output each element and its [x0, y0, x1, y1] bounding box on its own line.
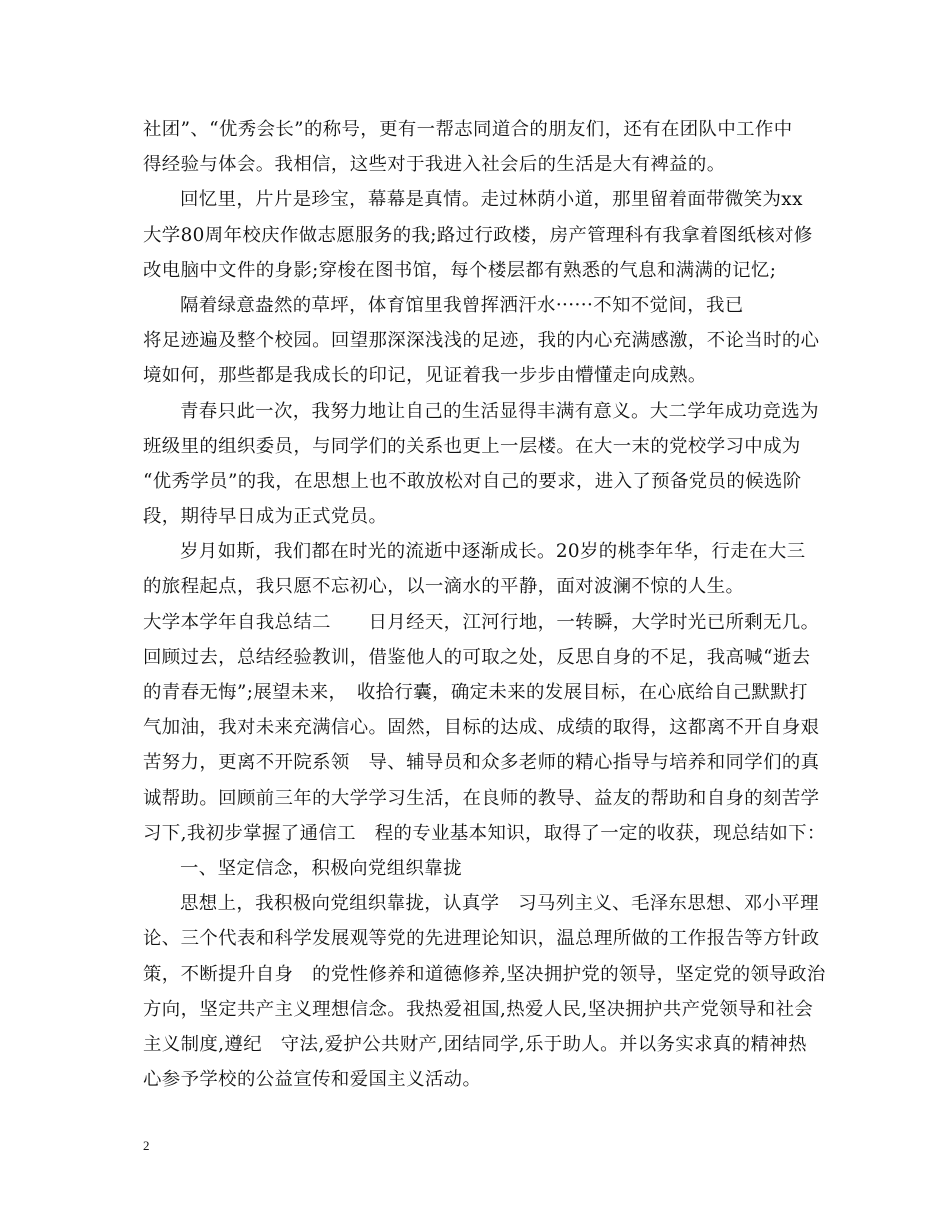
text-line: 的青春无悔”;展望未来， 收拾行囊，确定未来的发展目标，在心底给自己默默打 — [143, 682, 808, 703]
text-line: 将足迹遍及整个校园。回望那深深浅浅的足迹，我的内心充满感激，不论当时的心 — [143, 330, 820, 352]
text-line: 回顾过去，总结经验教训，借鉴他人的可取之处，反思自身的不足，我高喊“逝去 — [143, 646, 811, 668]
text-line: “优秀学员”的我，在思想上也不敢放松对自己的要求，进入了预备党员的候选阶 — [143, 470, 802, 492]
text-line: 改电脑中文件的身影;穿梭在图书馆，每个楼层都有熟悉的气息和满满的记忆; — [143, 259, 777, 281]
text-line: 的旅程起点，我只愿不忘初心，以一滴水的平静，面对波澜不惊的人生。 — [143, 576, 745, 598]
paragraph-start-line: 隔着绿意盎然的草坪，体育馆里我曾挥洒汗水······不知不觉间，我已 — [180, 294, 744, 316]
text-line: 方向，坚定共产主义理想信念。我热爱祖国,热爱人民,坚决拥护共产党领导和社会 — [143, 998, 814, 1020]
paragraph-start-line: 岁月如斯，我们都在时光的流逝中逐渐成长。20岁的桃李年华，行走在大三 — [180, 541, 806, 563]
section-heading-line: 大学本学年自我总结二 日月经天，江河行地，一转瞬，大学时光已所剩无几。 — [143, 611, 820, 633]
text-line: 段，期待早日成为正式党员。 — [143, 506, 388, 528]
text-line: 大学80周年校庆作做志愿服务的我;路过行政楼，房产管理科有我拿着图纸核对修 — [143, 224, 813, 246]
page-number: 2 — [143, 1138, 150, 1153]
text-line: 习下,我初步掌握了通信工 程的专业基本知识，取得了一定的收获，现总结如下： — [143, 822, 826, 844]
paragraph-start-line: 回忆里，片片是珍宝，幕幕是真情。走过林荫小道，那里留着面带微笑为xx — [180, 189, 803, 211]
text-line: 策，不断提升自身 的党性修养和道德修养,坚决拥护党的领导，坚定党的领导政治 — [143, 963, 826, 985]
paragraph-start-line: 思想上，我积极向党组织靠拢，认真学 习马列主义、毛泽东思想、邓小平理 — [180, 893, 819, 915]
text-line: 班级里的组织委员，与同学们的关系也更上一层楼。在大一末的党校学习中成为 — [143, 435, 801, 457]
text-line: 境如何，那些都是我成长的印记，见证着我一步步由懵懂走向成熟。 — [143, 365, 707, 387]
text-line: 得经验与体会。我相信，这些对于我进入社会后的生活是大有裨益的。 — [143, 154, 726, 176]
text-line: 苦努力，更离不开院系领 导、辅导员和众多老师的精心指导与培养和同学们的真 — [143, 752, 820, 774]
text-line: 社团”、“优秀会长”的称号，更有一帮志同道合的朋友们，还有在团队中工作中 — [143, 119, 793, 140]
text-line: 诚帮助。回顾前三年的大学学习生活，在良师的教导、益友的帮助和自身的刻苦学 — [143, 787, 820, 809]
text-line: 气加油，我对未来充满信心。固然，目标的达成、成绩的取得，这都离不开自身艰 — [143, 717, 820, 739]
text-line: 心参予学校的公益宣传和爱国主义活动。 — [143, 1069, 482, 1091]
text-line: 主义制度,遵纪 守法,爱护公共财产,团结同学,乐于助人。并以务实求真的精神热 — [143, 1033, 807, 1055]
paragraph-start-line: 青春只此一次，我努力地让自己的生活显得丰满有意义。大二学年成功竞选为 — [180, 400, 819, 422]
document-body — [143, 112, 826, 1097]
text-line: 论、三个代表和科学发展观等党的先进理论知识，温总理所做的工作报告等方针政 — [143, 928, 820, 950]
subheading-line: 一、坚定信念，积极向党组织靠拢 — [180, 857, 462, 879]
